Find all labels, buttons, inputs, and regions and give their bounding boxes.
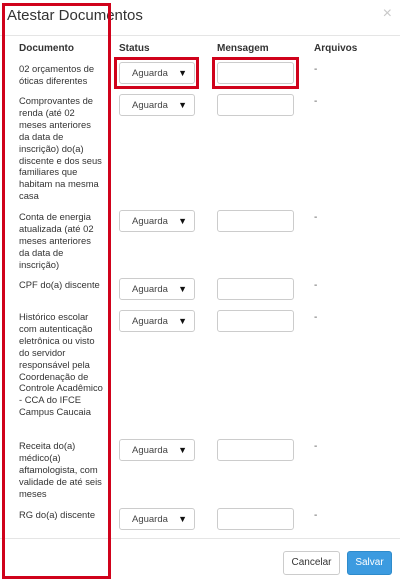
document-name: CPF do(a) discente bbox=[19, 279, 100, 290]
document-name: Receita do(a) médico(a) aftamologista, com validade de até seis meses bbox=[19, 440, 102, 499]
status-select[interactable] bbox=[119, 62, 195, 84]
save-button[interactable]: Salvar bbox=[347, 551, 392, 575]
message-input[interactable] bbox=[217, 210, 294, 232]
chevron-down-icon: ▼ bbox=[178, 68, 187, 78]
status-select[interactable] bbox=[119, 508, 195, 530]
files-value: - bbox=[314, 212, 318, 223]
status-select[interactable] bbox=[119, 278, 195, 300]
document-name: Histórico escolar com autenticação eletrônica ou visto do servidor responsável pela Coordenação de Controle Acadêmico - CCA do IFCE Campus Caucaia bbox=[19, 311, 103, 418]
column-header-status: Status bbox=[119, 43, 150, 54]
status-select-value: Aguarda bbox=[132, 514, 168, 525]
chevron-down-icon: ▼ bbox=[178, 100, 187, 110]
message-input[interactable] bbox=[217, 62, 294, 84]
status-select-value: Aguarda bbox=[132, 284, 168, 295]
status-select[interactable] bbox=[119, 94, 195, 116]
status-select-value: Aguarda bbox=[132, 216, 168, 227]
status-select-value: Aguarda bbox=[132, 68, 168, 79]
cancel-button[interactable]: Cancelar bbox=[283, 551, 340, 575]
status-select-value: Aguarda bbox=[132, 100, 168, 111]
message-input[interactable] bbox=[217, 94, 294, 116]
files-value: - bbox=[314, 96, 318, 107]
document-name: RG do(a) discente bbox=[19, 509, 96, 520]
status-select[interactable] bbox=[119, 210, 195, 232]
files-value: - bbox=[314, 64, 318, 75]
status-select-value: Aguarda bbox=[132, 316, 168, 327]
status-select-value: Aguarda bbox=[132, 445, 168, 456]
status-select[interactable] bbox=[119, 439, 195, 461]
files-value: - bbox=[314, 510, 318, 521]
document-name: Comprovantes de renda (até 02 meses anteriores da data de inscrição) do(a) discente e dos seus familiares que habitam na mesma casa bbox=[19, 95, 102, 202]
status-select[interactable] bbox=[119, 310, 195, 332]
close-icon[interactable]: × bbox=[382, 5, 392, 22]
modal-footer bbox=[0, 538, 400, 582]
files-value: - bbox=[314, 280, 318, 291]
chevron-down-icon: ▼ bbox=[178, 514, 187, 524]
chevron-down-icon: ▼ bbox=[178, 284, 187, 294]
chevron-down-icon: ▼ bbox=[178, 216, 187, 226]
chevron-down-icon: ▼ bbox=[178, 316, 187, 326]
message-input[interactable] bbox=[217, 278, 294, 300]
document-name: 02 orçamentos de óticas diferentes bbox=[19, 63, 95, 86]
column-header-document: Documento bbox=[19, 43, 74, 54]
message-input[interactable] bbox=[217, 310, 294, 332]
chevron-down-icon: ▼ bbox=[178, 445, 187, 455]
files-value: - bbox=[314, 312, 318, 323]
document-name: Conta de energia atualizada (até 02 meses anteriores da data de inscrição) bbox=[19, 211, 94, 270]
column-header-message: Mensagem bbox=[217, 43, 269, 54]
message-input[interactable] bbox=[217, 508, 294, 530]
column-header-files: Arquivos bbox=[314, 43, 358, 54]
files-value: - bbox=[314, 441, 318, 452]
message-input[interactable] bbox=[217, 439, 294, 461]
modal-header bbox=[0, 0, 400, 36]
modal-title: Atestar Documentos bbox=[7, 7, 143, 24]
